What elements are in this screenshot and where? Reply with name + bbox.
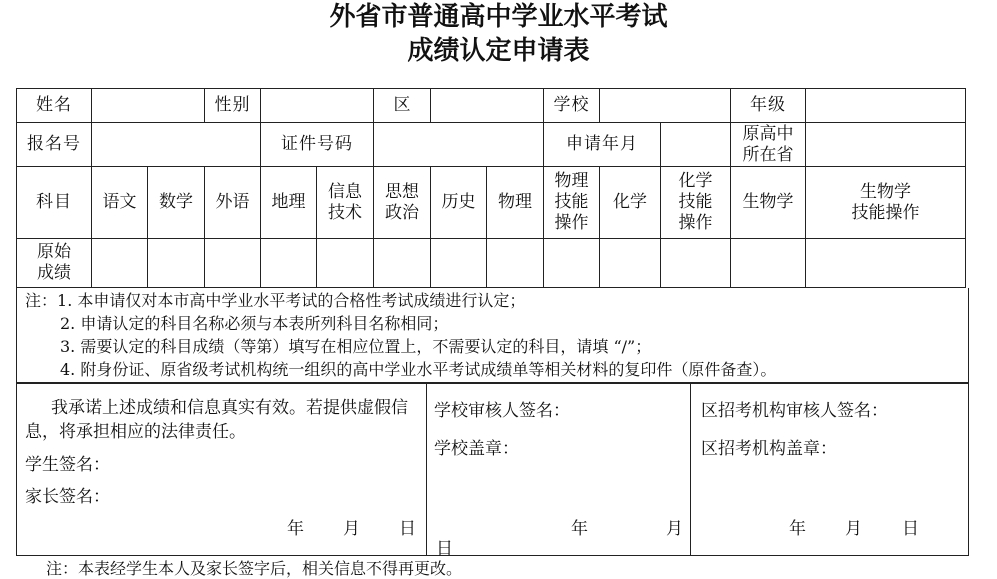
district-stamp-label: 区招考机构盖章： (701, 439, 837, 459)
subject-math: 数学 (148, 167, 205, 239)
name-field[interactable] (92, 89, 205, 123)
subject-biology-lab: 生物学 技能操作 (806, 167, 966, 239)
date-day: 日 (399, 519, 416, 539)
subject-it: 信息 技术 (317, 167, 374, 239)
id-label: 证件号码 (261, 123, 374, 167)
date-year: 年 (571, 519, 588, 539)
subject-geography: 地理 (261, 167, 317, 239)
student-sign-label: 学生签名： (25, 455, 110, 475)
district-signature-column (691, 384, 968, 555)
grade-field[interactable] (806, 89, 966, 123)
score-cell[interactable] (205, 239, 261, 288)
score-cell[interactable] (806, 239, 966, 288)
subject-physics-lab: 物理 技能 操作 (544, 167, 600, 239)
score-cell[interactable] (92, 239, 148, 288)
note-item: 2. 申请认定的科目名称必须与本表所列科目名称相同； (60, 314, 449, 333)
subject-chinese: 语文 (92, 167, 148, 239)
subject-label: 科目 (17, 167, 92, 239)
scores-row (17, 239, 966, 288)
district-field[interactable] (431, 89, 544, 123)
student-signature-column (17, 384, 427, 555)
score-cell[interactable] (261, 239, 317, 288)
school-stamp-label: 学校盖章： (434, 439, 519, 459)
subject-politics: 思想 政治 (374, 167, 431, 239)
orig-province-field[interactable] (806, 123, 966, 167)
date-month: 月 (343, 519, 360, 539)
orig-province-label: 原高中 所在省 (731, 123, 806, 167)
subject-biology: 生物学 (731, 167, 806, 239)
date-month: 月 (666, 519, 683, 539)
district-reviewer-label: 区招考机构审核人签名： (701, 401, 888, 421)
district-label: 区 (374, 89, 431, 123)
school-label: 学校 (544, 89, 600, 123)
score-cell[interactable] (487, 239, 544, 288)
pledge-text: 我承诺上述成绩和信息真实有效。若提供虚假信息，将承担相应的法律责任。 (25, 398, 408, 442)
form-title-line1: 外省市普通高中学业水平考试 (329, 2, 668, 32)
school-signature-column (426, 384, 691, 559)
subject-chemistry-lab: 化学 技能 操作 (661, 167, 731, 239)
grade-label: 年级 (731, 89, 806, 123)
score-cell[interactable] (600, 239, 661, 288)
signature-section (16, 383, 969, 559)
date-day: 日 (436, 539, 453, 559)
score-cell[interactable] (544, 239, 600, 288)
footer-note: 注：本表经学生本人及家长签字后，相关信息不得再更改。 (46, 559, 463, 578)
school-field[interactable] (600, 89, 731, 123)
note-item: 3. 需要认定的科目成绩（等第）填写在相应位置上，不需要认定的科目，请填 “/”； (60, 337, 652, 356)
date-year: 年 (287, 519, 304, 539)
notes-section (16, 288, 969, 383)
subjects-row (17, 167, 966, 239)
note-item: 4. 附身份证、原省级考试机构统一组织的高中学业水平考试成绩单等相关材料的复印件（原件备查）。 (60, 360, 777, 379)
date-year: 年 (789, 519, 806, 539)
score-label: 原始 成绩 (17, 239, 92, 288)
score-cell[interactable] (431, 239, 487, 288)
school-reviewer-label: 学校审核人签名： (434, 401, 570, 421)
subject-history: 历史 (431, 167, 487, 239)
name-label: 姓名 (17, 89, 92, 123)
score-cell[interactable] (661, 239, 731, 288)
subject-chemistry: 化学 (600, 167, 661, 239)
id-field[interactable] (374, 123, 544, 167)
apply-month-field[interactable] (661, 123, 731, 167)
score-cell[interactable] (374, 239, 431, 288)
form-title-line2: 成绩认定申请表 (407, 36, 590, 66)
date-day: 日 (902, 519, 919, 539)
gender-field[interactable] (261, 89, 374, 123)
date-month: 月 (845, 519, 862, 539)
subject-foreign-language: 外语 (205, 167, 261, 239)
reg-no-label: 报名号 (17, 123, 92, 167)
parent-sign-label: 家长签名： (25, 487, 110, 507)
apply-month-label: 申请年月 (544, 123, 661, 167)
reg-no-field[interactable] (92, 123, 261, 167)
application-table (16, 88, 966, 288)
score-cell[interactable] (317, 239, 374, 288)
score-cell[interactable] (731, 239, 806, 288)
note-item: 注：1. 本申请仅对本市高中学业水平考试的合格性考试成绩进行认定； (25, 291, 526, 310)
subject-physics: 物理 (487, 167, 544, 239)
gender-label: 性别 (205, 89, 261, 123)
score-cell[interactable] (148, 239, 205, 288)
